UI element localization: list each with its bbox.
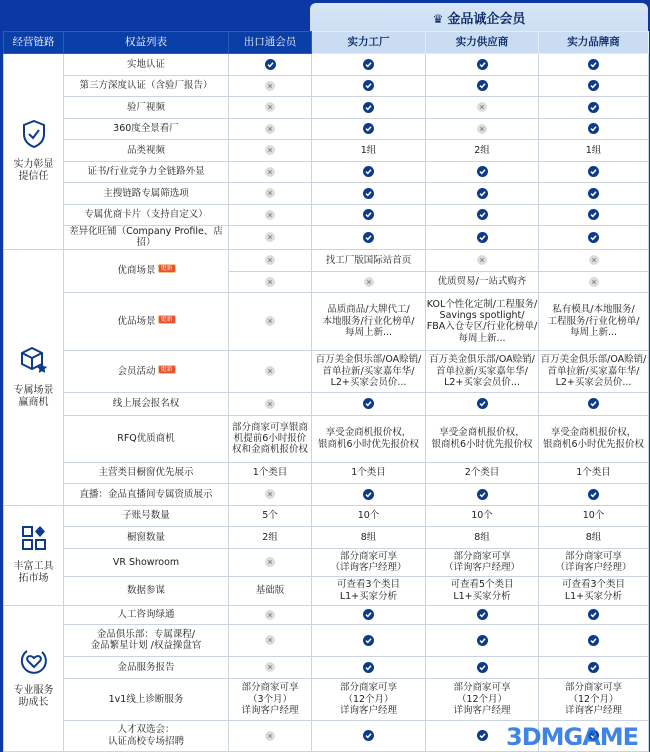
section-label-cell: [4, 505, 64, 605]
check-icon: [588, 398, 599, 409]
cross-icon: [265, 610, 275, 620]
benefit-label: RFQ优质商机: [117, 433, 175, 445]
value-cell: 部分商家可享 （3个月） 详询客户经理: [229, 678, 312, 720]
value-cell: 部分商家可享 （详询客户经理）: [312, 548, 426, 576]
check-icon: [588, 102, 599, 113]
value-cell: KOL个性化定制/工程服务/ Savings spotlight/ FBA入仓专区/行业化榜单/ 每周上新...: [426, 292, 539, 350]
value-cell: [426, 720, 639, 751]
tools-grid-icon: [4, 525, 63, 555]
check-icon: [588, 232, 599, 243]
benefit-name: [64, 392, 229, 415]
benefit-name: [64, 140, 229, 162]
value-cell: [312, 75, 426, 97]
value-cell: 可查看3个类目 L1+买家分析: [539, 576, 649, 605]
value-cell: [229, 183, 312, 205]
benefit-label: 人工咨询绿通: [117, 609, 175, 621]
value-cell: [229, 271, 312, 292]
section-label: 丰富工具 拓市场: [13, 561, 54, 585]
value-cell: 2个类目: [426, 462, 539, 483]
table-row: [4, 204, 649, 226]
table-row: [4, 624, 649, 656]
table-row: [4, 526, 649, 548]
cross-icon: [364, 277, 374, 287]
benefit-label: 360度全景看厂: [113, 123, 179, 135]
value-cell: 部分商家可享银商 机提前6小时报价 权和金商机报价权: [229, 415, 312, 462]
new-badge: 更新: [160, 265, 173, 273]
col-header-benefits: 权益列表: [64, 32, 229, 54]
check-icon: [477, 662, 488, 673]
table-row: [4, 656, 649, 678]
check-icon: [477, 166, 488, 177]
value-cell: [312, 118, 426, 140]
table-row: [4, 183, 649, 205]
value-cell: 百万美金俱乐部/OA赊销/ 首单拉新/买家嘉年华/ L2+买家会员价...: [426, 350, 539, 392]
value-cell: [229, 350, 312, 392]
benefit-name: [64, 75, 229, 97]
section-label-cell: [4, 54, 64, 250]
benefit-label: 线上展会报名权: [112, 398, 180, 410]
value-cell: [312, 183, 426, 205]
value-cell: [539, 392, 649, 415]
value-cell: 优质贸易/一站式购齐: [426, 271, 539, 292]
value-cell: 部分商家可享 （详询客户经理）: [539, 548, 649, 576]
benefit-name: [64, 226, 229, 250]
new-badge: 更新: [160, 315, 173, 323]
cross-icon: [265, 102, 275, 112]
benefit-label: 金品俱乐部：专属课程/ 金品繁星计划 /权益操盘官: [90, 628, 202, 652]
value-cell: [312, 204, 426, 226]
value-cell: 享受金商机报价权， 银商机6小时优先报价权: [312, 415, 426, 462]
cross-icon: [265, 635, 275, 645]
value-cell: [539, 605, 649, 624]
value-cell: [426, 118, 539, 140]
value-cell: [229, 204, 312, 226]
benefit-name: [64, 548, 229, 576]
value-cell: [229, 483, 312, 505]
check-icon: [363, 166, 374, 177]
value-cell: [426, 392, 539, 415]
check-icon: [588, 80, 599, 91]
benefit-name: [64, 624, 229, 656]
check-icon: [363, 188, 374, 199]
check-icon: [363, 398, 374, 409]
value-cell: [229, 97, 312, 119]
cross-icon: [477, 102, 487, 112]
value-cell: [539, 624, 649, 656]
benefit-label: 数据参谋: [126, 585, 165, 597]
check-icon: [363, 489, 374, 500]
section-label: 实力彰显 提信任: [13, 159, 54, 183]
value-cell: [426, 204, 539, 226]
benefit-name: [64, 54, 229, 76]
new-badge: 更新: [160, 365, 173, 373]
value-cell: 品质商品/大牌代工/ 本地服务/行业化榜单/ 每周上新...: [312, 292, 426, 350]
check-icon: [363, 59, 374, 70]
check-icon: [363, 730, 374, 741]
table-row: [4, 505, 649, 526]
check-icon: [588, 662, 599, 673]
value-cell: [539, 483, 649, 505]
col-header-brand: 实力品牌商: [539, 32, 649, 54]
value-cell: [229, 720, 312, 751]
value-cell: [539, 656, 649, 678]
value-cell: 8组: [312, 526, 426, 548]
col-header-factory: 实力工厂: [312, 32, 426, 54]
check-icon: [477, 209, 488, 220]
benefit-label: 证书/行业竞争力全链路外显: [87, 166, 205, 178]
cross-icon: [265, 232, 275, 242]
cross-icon: [477, 255, 487, 265]
benefit-label: 主营类目橱窗优先展示: [98, 467, 194, 479]
cross-icon: [265, 145, 275, 155]
benefit-name: [64, 678, 229, 720]
check-icon: [477, 232, 488, 243]
table-row: [4, 576, 649, 605]
benefit-name: [64, 249, 229, 292]
table-row: [4, 54, 649, 76]
watermark-logo: 3DMGAME: [506, 722, 639, 751]
cross-icon: [265, 124, 275, 134]
value-cell: 百万美金俱乐部/OA赊销/ 首单拉新/买家嘉年华/ L2+买家会员价...: [539, 350, 649, 392]
value-cell: 1个类目: [229, 462, 312, 483]
benefit-name: [64, 204, 229, 226]
benefit-name: [64, 605, 229, 624]
value-cell: [426, 656, 539, 678]
benefit-label: 优品场景: [117, 315, 156, 327]
value-cell: [229, 75, 312, 97]
value-cell: 1组: [539, 140, 649, 162]
benefit-label: 子账号数量: [122, 510, 170, 522]
value-cell: [312, 624, 426, 656]
cross-icon: [265, 489, 275, 499]
benefit-label: 优商场景: [117, 265, 156, 277]
value-cell: [312, 226, 426, 250]
value-cell: [426, 624, 539, 656]
check-icon: [363, 232, 374, 243]
table-row: [4, 97, 649, 119]
heart-circle-icon: [4, 647, 63, 679]
benefit-label: 会员活动: [117, 365, 156, 377]
benefit-name: [64, 576, 229, 605]
section-label-cell: [4, 605, 64, 751]
value-cell: [229, 605, 312, 624]
value-cell: 基础版: [229, 576, 312, 605]
table-row: [4, 678, 649, 720]
cross-icon: [265, 731, 275, 741]
cross-icon: [265, 557, 275, 567]
check-icon: [588, 166, 599, 177]
value-cell: [426, 249, 539, 271]
section-label: 专业服务 助成长: [13, 685, 54, 709]
benefit-name: [64, 526, 229, 548]
value-cell: [426, 226, 539, 250]
value-cell: 1个类目: [312, 462, 426, 483]
benefit-name: [64, 161, 229, 183]
value-cell: [312, 97, 426, 119]
benefits-table: [3, 31, 649, 752]
value-cell: 百万美金俱乐部/OA赊销/ 首单拉新/买家嘉年华/ L2+买家会员价...: [312, 350, 426, 392]
value-cell: 8组: [426, 526, 539, 548]
cross-icon: [265, 662, 275, 672]
benefit-name: [64, 118, 229, 140]
check-icon: [588, 59, 599, 70]
value-cell: [229, 392, 312, 415]
check-icon: [363, 609, 374, 620]
benefit-name: [64, 183, 229, 205]
table-row: [4, 548, 649, 576]
value-cell: [426, 97, 539, 119]
table-row: [4, 140, 649, 162]
value-cell: 8组: [539, 526, 649, 548]
cross-icon: [589, 277, 599, 287]
table-row: [4, 462, 649, 483]
value-cell: [426, 161, 539, 183]
cross-icon: [265, 399, 275, 409]
value-cell: [229, 161, 312, 183]
cross-icon: [265, 255, 275, 265]
value-cell: 10个: [312, 505, 426, 526]
value-cell: [426, 183, 539, 205]
value-cell: 部分商家可享 （详询客户经理）: [426, 548, 539, 576]
check-icon: [588, 489, 599, 500]
benefit-name: [64, 350, 229, 392]
value-cell: [539, 75, 649, 97]
check-icon: [477, 489, 488, 500]
value-cell: 可查看3个类目 L1+买家分析: [312, 576, 426, 605]
value-cell: [229, 249, 312, 271]
table-row: [4, 226, 649, 250]
value-cell: [312, 271, 426, 292]
cross-icon: [265, 316, 275, 326]
cross-icon: [265, 210, 275, 220]
benefit-label: 专属优商卡片（支持自定义）: [84, 209, 208, 221]
value-cell: 2组: [426, 140, 539, 162]
col-header-supplier: 实力供应商: [426, 32, 539, 54]
value-cell: 找工厂版国际站首页: [312, 249, 426, 271]
value-cell: 10个: [539, 505, 649, 526]
value-cell: [229, 292, 312, 350]
benefit-label: 验厂视频: [126, 101, 165, 113]
benefit-name: [64, 656, 229, 678]
crown-icon: ♛: [432, 12, 444, 26]
table-row: [4, 161, 649, 183]
benefit-label: 主搜链路专属筛选项: [103, 187, 189, 199]
check-icon: [363, 662, 374, 673]
table-row: [4, 392, 649, 415]
benefit-name: [64, 292, 229, 350]
value-cell: 部分商家可享 （12个月） 详询客户经理: [312, 678, 426, 720]
value-cell: [426, 605, 539, 624]
cross-icon: [265, 188, 275, 198]
value-cell: [229, 118, 312, 140]
gold-member-title: 金品诚企会员: [447, 12, 526, 27]
value-cell: 2组: [229, 526, 312, 548]
benefit-name: [64, 97, 229, 119]
value-cell: 享受金商机报价权， 银商机6小时优先报价权: [426, 415, 539, 462]
value-cell: 享受金商机报价权， 银商机6小时优先报价权: [539, 415, 649, 462]
benefit-name: [64, 505, 229, 526]
value-cell: [426, 483, 539, 505]
check-icon: [588, 123, 599, 134]
col-header-export: 出口通会员: [229, 32, 312, 54]
benefit-name: [64, 720, 229, 751]
check-icon: [477, 635, 488, 646]
table-row: [4, 415, 649, 462]
value-cell: 部分商家可享 （12个月） 详询客户经理: [426, 678, 539, 720]
benefit-name: [64, 462, 229, 483]
table-row: [4, 249, 649, 271]
value-cell: [539, 183, 649, 205]
check-icon: [363, 635, 374, 646]
value-cell: 5个: [229, 505, 312, 526]
col-header-chain: 经营链路: [4, 32, 64, 54]
value-cell: 可查看5个类目 L1+买家分析: [426, 576, 539, 605]
table-row: [4, 292, 649, 350]
check-icon: [363, 209, 374, 220]
section-label-cell: [4, 249, 64, 505]
value-cell: [229, 548, 312, 576]
value-cell: 10个: [426, 505, 539, 526]
value-cell: [539, 161, 649, 183]
benefit-label: 金品服务报告: [117, 661, 175, 673]
check-icon: [363, 102, 374, 113]
value-cell: 私有模具/本地服务/ 工程服务/行业化榜单/ 每周上新...: [539, 292, 649, 350]
check-icon: [363, 123, 374, 134]
check-icon: [588, 188, 599, 199]
table-row: [4, 350, 649, 392]
table-row: [4, 118, 649, 140]
cube-star-icon: [4, 345, 63, 379]
cross-icon: [265, 167, 275, 177]
value-cell: [229, 624, 312, 656]
check-icon: [265, 59, 276, 70]
table-row: [4, 75, 649, 97]
value-cell: [426, 54, 539, 76]
value-cell: [539, 249, 649, 271]
benefit-name: [64, 415, 229, 462]
benefit-label: 第三方深度认证（含验厂报告）: [79, 80, 213, 92]
value-cell: 1个类目: [539, 462, 649, 483]
cross-icon: [265, 366, 275, 376]
check-icon: [477, 730, 488, 741]
check-icon: [477, 609, 488, 620]
benefit-label: 1v1线上诊断服务: [108, 693, 184, 705]
benefit-label: 实地认证: [126, 58, 165, 70]
check-icon: [588, 209, 599, 220]
check-icon: [588, 609, 599, 620]
value-cell: [229, 226, 312, 250]
cross-icon: [589, 255, 599, 265]
check-icon: [477, 398, 488, 409]
value-cell: [539, 97, 649, 119]
value-cell: [312, 720, 426, 751]
value-cell: [539, 118, 649, 140]
benefit-label: 品类视频: [126, 144, 165, 156]
table-row: [4, 483, 649, 505]
value-cell: [539, 204, 649, 226]
value-cell: [312, 656, 426, 678]
table-row: [4, 605, 649, 624]
value-cell: [539, 271, 649, 292]
section-label: 专属场景 赢商机: [13, 385, 54, 409]
benefit-label: 橱窗数量: [126, 531, 165, 543]
header-row: [4, 32, 649, 54]
cross-icon: [265, 277, 275, 287]
value-cell: 1组: [312, 140, 426, 162]
value-cell: [539, 54, 649, 76]
value-cell: [312, 161, 426, 183]
benefit-label: 人才双选会： 认证高校专场招聘: [107, 724, 184, 747]
value-cell: [312, 392, 426, 415]
check-icon: [588, 635, 599, 646]
value-cell: [312, 483, 426, 505]
check-icon: [477, 80, 488, 91]
value-cell: [312, 605, 426, 624]
table-row: [4, 720, 649, 751]
value-cell: [426, 75, 539, 97]
check-icon: [477, 59, 488, 70]
value-cell: [229, 656, 312, 678]
benefit-label: 直播：金品直播间专属资质展示: [79, 488, 213, 500]
value-cell: [229, 140, 312, 162]
benefit-label: 差异化旺铺（Company Profile、店招）: [69, 226, 223, 249]
shield-check-icon: [4, 119, 63, 153]
check-icon: [477, 188, 488, 199]
value-cell: 部分商家可享 （12个月） 详询客户经理: [539, 678, 649, 720]
value-cell: [539, 226, 649, 250]
value-cell: [312, 54, 426, 76]
check-icon: [363, 80, 374, 91]
cross-icon: [265, 81, 275, 91]
benefit-name: [64, 483, 229, 505]
cross-icon: [477, 124, 487, 134]
benefit-label: VR Showroom: [112, 556, 180, 568]
value-cell: [229, 54, 312, 76]
